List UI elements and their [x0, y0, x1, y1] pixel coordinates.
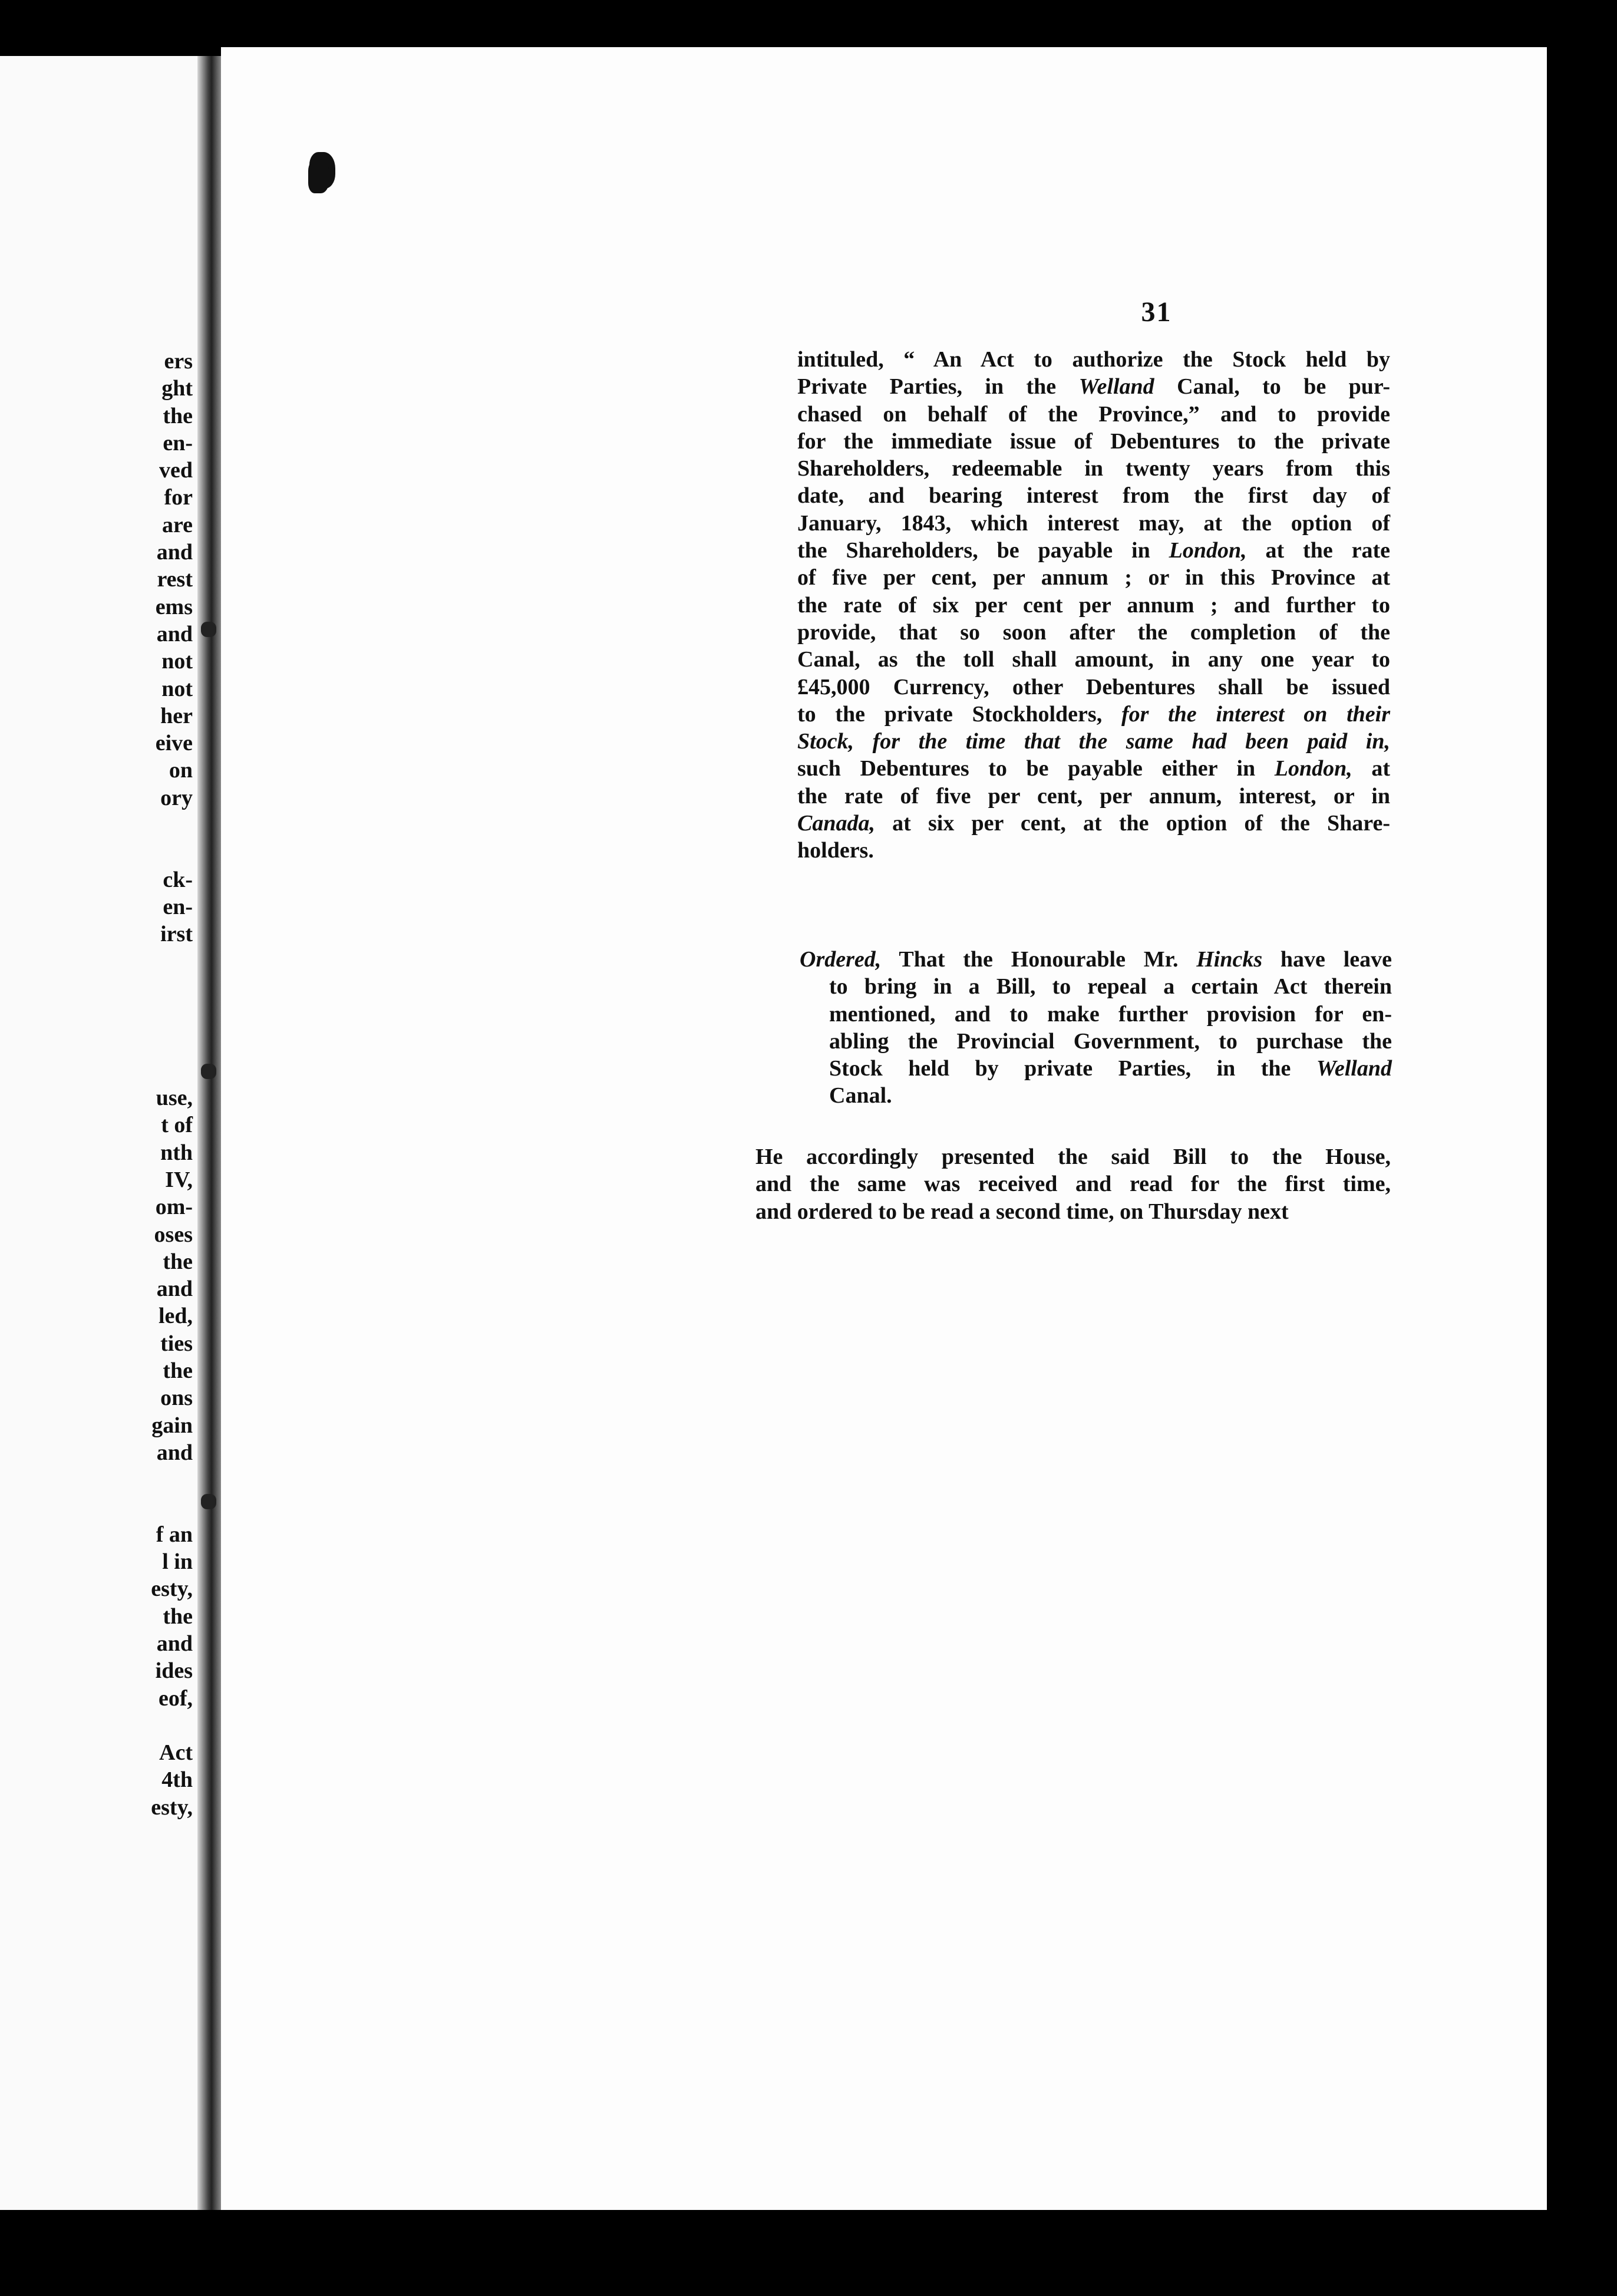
- left-facing-page: [0, 56, 197, 2210]
- left-page-fragment: esty,: [151, 1794, 193, 1820]
- text-run: such Debentures to be payable either in: [797, 756, 1275, 781]
- left-page-fragment: ties: [160, 1331, 193, 1356]
- left-page-fragment: [75, 1493, 193, 1520]
- text-run: to the private Stockholders,: [797, 701, 1121, 727]
- text-line: [797, 755, 1390, 782]
- text-line: [797, 592, 1390, 619]
- left-page-fragment: [75, 839, 193, 866]
- text-run: £45,000 Currency, other Debentures shall be issued: [797, 674, 1390, 700]
- text-line: [797, 482, 1390, 509]
- binding-stitch: [201, 1494, 216, 1509]
- paragraph-presented: [755, 1143, 1391, 1225]
- main-page: [221, 47, 1547, 2210]
- left-page-fragment: ons: [160, 1385, 193, 1411]
- left-page-fragment: and: [156, 1631, 193, 1656]
- text-line: [797, 428, 1390, 455]
- italic-text: Hincks: [1196, 947, 1263, 972]
- text-line: [829, 1001, 1392, 1028]
- left-page-fragment: IV,: [165, 1167, 193, 1192]
- left-page-fragment: for: [164, 485, 193, 510]
- text-run: to bring in a Bill, to repeal a certain Act therein: [829, 974, 1392, 999]
- text-line: [829, 1082, 1392, 1109]
- text-line: [797, 646, 1390, 673]
- text-line: [829, 1028, 1392, 1055]
- left-page-fragment: the: [163, 1604, 193, 1629]
- paragraph-ordered: [800, 946, 1392, 1110]
- left-page-fragment: irst: [160, 922, 193, 947]
- text-run: intituled, “ An Act to authorize the Stock held by: [797, 347, 1390, 372]
- italic-text: Stock, for the time that the same had been paid in,: [797, 729, 1390, 754]
- left-page-fragment: are: [161, 512, 193, 537]
- left-page-fragment: gain: [151, 1413, 193, 1438]
- left-page-fragment: om-: [155, 1195, 193, 1220]
- text-line: [797, 346, 1390, 373]
- text-line: [755, 1198, 1391, 1225]
- italic-text: Ordered,: [800, 947, 882, 972]
- left-page-fragment: ght: [161, 376, 193, 401]
- text-run: Shareholders, redeemable in twenty years from this: [797, 456, 1390, 481]
- ink-blot: [308, 159, 329, 193]
- text-run: Canal, as the toll shall amount, in any one year to: [797, 647, 1390, 672]
- left-page-fragment: f an: [156, 1522, 193, 1547]
- text-run: the rate of five per cent, per annum, interest, or in: [797, 783, 1390, 809]
- text-run: He accordingly presented the said Bill to the House,: [755, 1144, 1391, 1169]
- text-run: holders.: [797, 838, 874, 863]
- left-page-fragment: and: [156, 1440, 193, 1465]
- text-run: for the immediate issue of Debentures to the private: [797, 428, 1390, 454]
- left-page-fragment: not: [161, 649, 193, 674]
- left-page-fragment: ides: [155, 1658, 193, 1684]
- text-line: [755, 1143, 1391, 1170]
- text-line: [797, 810, 1390, 837]
- left-page-fragment: t of: [161, 1113, 193, 1138]
- text-line: [797, 373, 1390, 400]
- left-page-fragment: l in: [162, 1549, 193, 1575]
- italic-text: Welland: [1316, 1056, 1392, 1081]
- text-run: Private Parties, in the: [797, 374, 1079, 400]
- italic-text: Canada,: [797, 811, 875, 836]
- text-run: abling the Provincial Government, to purchase the: [829, 1028, 1392, 1054]
- left-page-fragment: [75, 975, 193, 1002]
- italic-text: Welland: [1078, 374, 1154, 400]
- left-page-fragment: oses: [154, 1222, 193, 1247]
- left-page-fragment: [75, 1030, 193, 1057]
- left-page-fragment: and: [156, 1276, 193, 1302]
- text-run: That the Honourable Mr.: [881, 947, 1197, 972]
- text-line: [797, 674, 1390, 701]
- text-line: [797, 401, 1390, 428]
- left-page-fragment: nth: [160, 1140, 193, 1165]
- text-line: [800, 946, 1392, 973]
- text-line: [797, 537, 1390, 564]
- left-page-fragment: the: [163, 1358, 193, 1383]
- book-gutter: [197, 56, 221, 2210]
- left-page-fragment: [75, 948, 193, 975]
- text-line: [797, 837, 1390, 864]
- left-page-fragment: led,: [158, 1304, 193, 1329]
- left-page-fragment: her: [160, 703, 193, 728]
- text-run: of five per cent, per annum ; or in this Province at: [797, 565, 1390, 591]
- left-page-fragment: the: [163, 1249, 193, 1274]
- text-run: the Shareholders, be payable in: [797, 538, 1169, 563]
- left-page-fragment: ory: [160, 785, 193, 810]
- text-run: Stock held by private Parties, in the: [829, 1056, 1316, 1081]
- text-line: [797, 510, 1390, 537]
- left-page-fragment: en-: [163, 430, 193, 456]
- text-run: provide, that so soon after the completion of the: [797, 619, 1390, 645]
- text-run: Canal, to be pur-: [1154, 374, 1390, 400]
- text-run: January, 1843, which interest may, at the option of: [797, 510, 1390, 536]
- text-line: [797, 783, 1390, 810]
- text-run: chased on behalf of the Province,” and to provide: [797, 401, 1390, 427]
- text-line: [829, 1055, 1392, 1082]
- page-number: 31: [1141, 296, 1172, 328]
- left-page-fragment: the: [163, 403, 193, 428]
- left-page-fragment: Act: [159, 1740, 193, 1766]
- left-page-fragment: ved: [159, 458, 193, 483]
- text-line: [829, 973, 1392, 1000]
- italic-text: London,: [1169, 538, 1247, 563]
- binding-stitch: [201, 1064, 216, 1079]
- paragraph-act-title: [797, 346, 1390, 865]
- left-page-fragment: esty,: [151, 1576, 193, 1602]
- left-page-fragment: 4th: [161, 1767, 193, 1793]
- text-line: [797, 564, 1390, 591]
- left-page-fragment: [75, 811, 193, 839]
- left-page-fragment: use,: [156, 1086, 193, 1111]
- text-run: and the same was received and read for the first time,: [755, 1172, 1391, 1197]
- text-run: the rate of six per cent per annum ; and further to: [797, 592, 1390, 618]
- text-line: [797, 619, 1390, 646]
- text-line: [797, 728, 1390, 755]
- text-line: [797, 701, 1390, 728]
- text-run: Canal.: [829, 1083, 892, 1109]
- left-page-fragment: and: [156, 621, 193, 646]
- left-page-fragment: ems: [155, 594, 193, 619]
- text-run: and ordered to be read a second time, on Thursday next: [755, 1199, 1289, 1224]
- left-page-fragment: and: [156, 540, 193, 565]
- italic-text: London,: [1274, 756, 1352, 781]
- text-run: at the rate: [1246, 538, 1390, 563]
- italic-text: for the interest on their: [1121, 701, 1390, 727]
- text-run: date, and bearing interest from the first day of: [797, 483, 1390, 509]
- left-page-fragment: on: [169, 758, 193, 783]
- left-page-fragment: [75, 1466, 193, 1493]
- left-page-fragment: ck-: [163, 867, 193, 892]
- text-run: have leave: [1262, 947, 1392, 972]
- left-page-fragment: [75, 1712, 193, 1739]
- text-run: at: [1352, 756, 1391, 781]
- left-page-fragment: [75, 1002, 193, 1030]
- left-page-fragment: ers: [164, 349, 193, 374]
- left-page-fragment: en-: [163, 894, 193, 919]
- left-page-fragment: [75, 1057, 193, 1084]
- text-run: mentioned, and to make further provision for en-: [829, 1001, 1392, 1027]
- left-page-text-fragments: [75, 348, 193, 1821]
- left-page-fragment: eive: [155, 731, 193, 756]
- left-page-fragment: eof,: [158, 1685, 193, 1711]
- text-line: [755, 1170, 1391, 1198]
- text-run: at six per cent, at the option of the Share-: [874, 811, 1390, 836]
- text-line: [797, 455, 1390, 482]
- left-page-fragment: rest: [157, 567, 193, 592]
- left-page-fragment: not: [161, 676, 193, 701]
- binding-stitch: [201, 622, 216, 637]
